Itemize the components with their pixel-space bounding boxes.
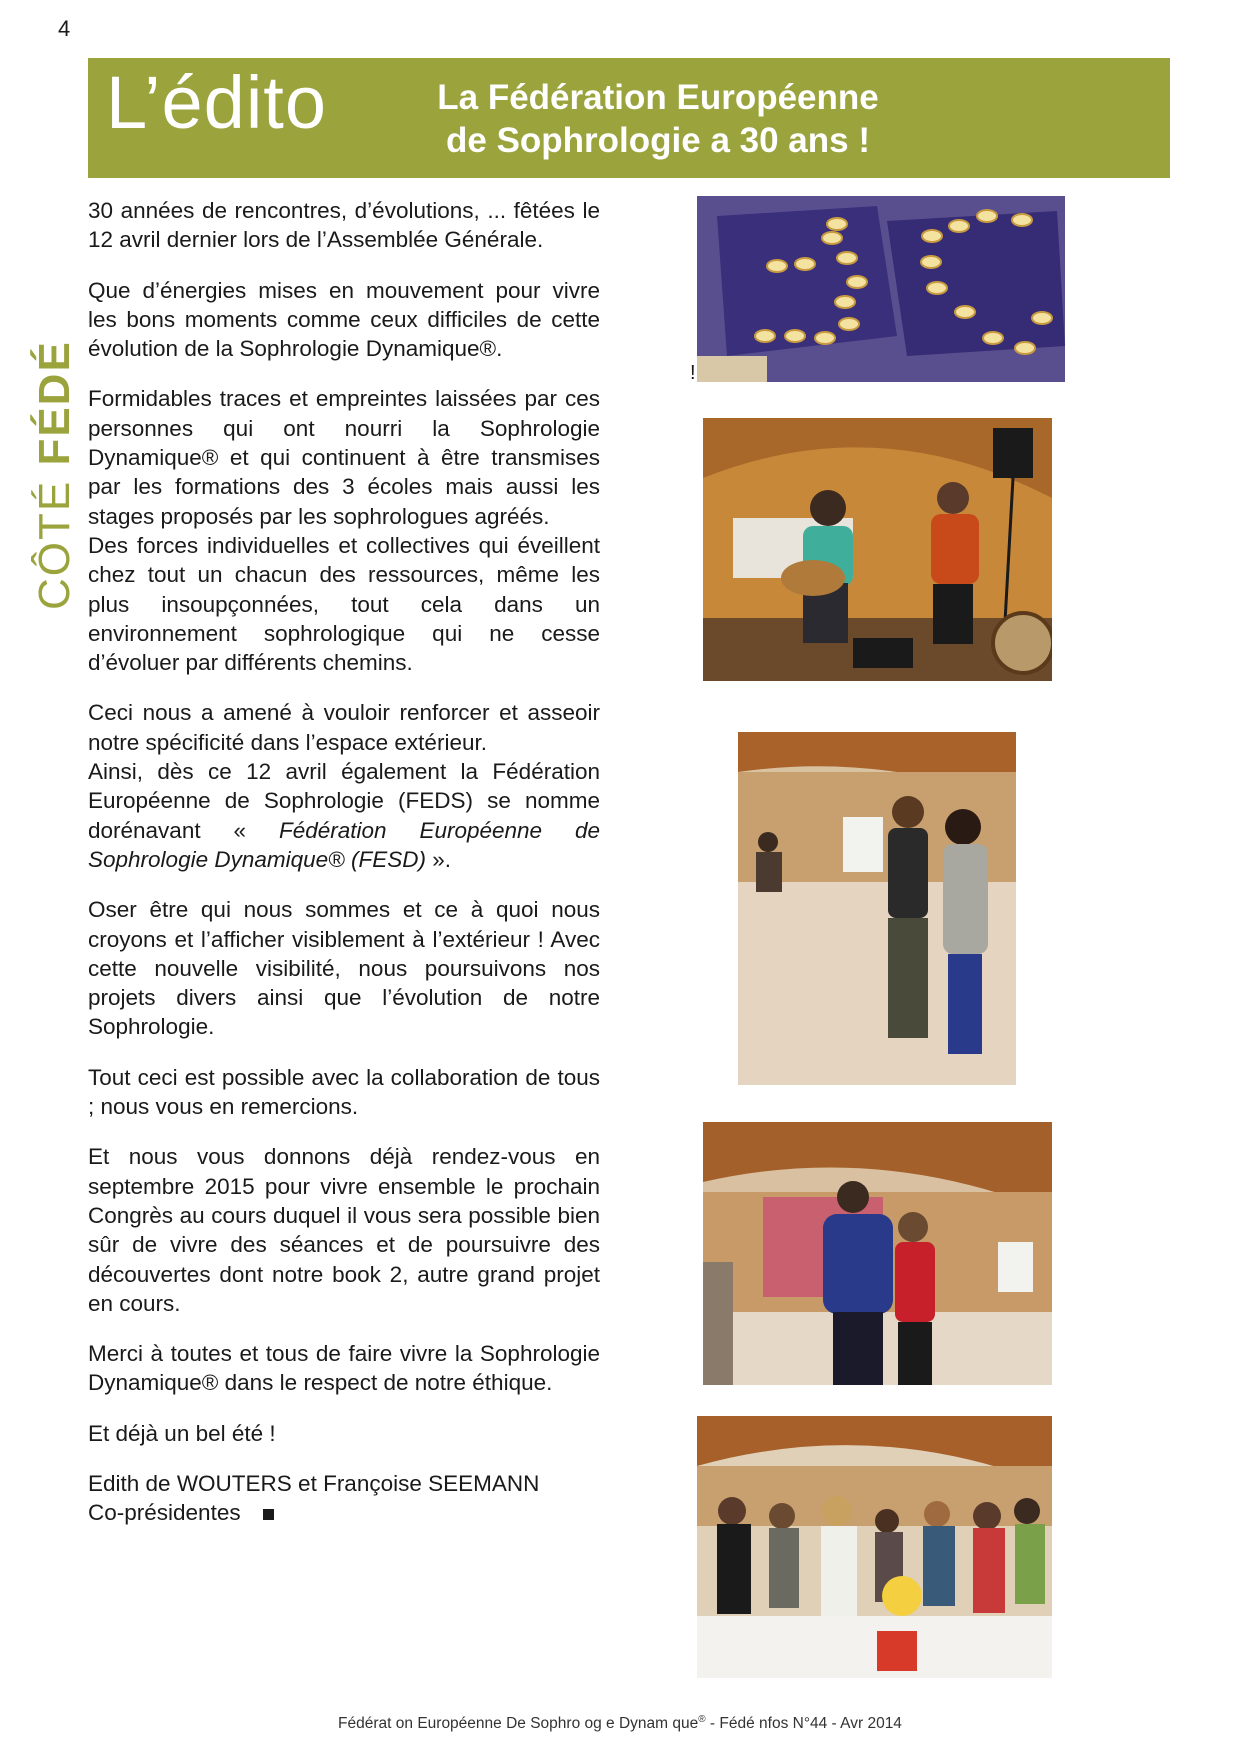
- headline-line-2: de Sophrologie a 30 ans !: [446, 121, 870, 160]
- photo-dancers-1: [738, 732, 1016, 1085]
- new-federation-name: Fédération Européenne de Sophrologie Dynamique® (FESD): [88, 817, 600, 872]
- photo-crowd: [697, 1416, 1052, 1678]
- crowd-image: [697, 1416, 1052, 1678]
- stray-exclamation: !: [690, 362, 696, 384]
- paragraph-6: Tout ceci est possible avec la collaboration de tous ; nous vous en remercions.: [88, 1064, 600, 1120]
- paragraph-8: Merci à toutes et tous de faire vivre la Sophrologie Dynamique® dans le respect de notre éthique.: [88, 1341, 600, 1396]
- candles-30-image: [697, 196, 1065, 382]
- footer-registered-mark: ®: [698, 1714, 706, 1725]
- paragraph-4b: [88, 757, 600, 874]
- paragraph-4b-end: ».: [425, 846, 452, 872]
- end-square-icon: [263, 1509, 274, 1520]
- dancers-1-image: [738, 732, 1016, 1085]
- paragraph-5: Oser être qui nous sommes et ce à quoi nous croyons et l’afficher visiblement à l’extérieur ! Avec cette nouvelle visibilité, nous poursuivons nos projets divers ainsi que l’évolution de notre Sophrologie.: [88, 897, 600, 1040]
- footer: [0, 1714, 1240, 1733]
- side-label: [30, 340, 80, 610]
- signature-role: [88, 1498, 600, 1527]
- header-banner: [88, 58, 1170, 178]
- paragraph-4a: Ceci nous a amené à vouloir renforcer et asseoir notre spécificité dans l’espace extérieur.: [88, 700, 600, 755]
- footer-issue: - Fédé nfos N°44 - Avr 2014: [705, 1715, 902, 1733]
- paragraph-4b-start: Ainsi, dès ce 12 avril également la Fédération Européenne de Sophrologie (FEDS) se nomme dorénavant «: [88, 759, 600, 843]
- dancers-2-image: [703, 1122, 1052, 1385]
- side-label-light: CÔTÉ: [30, 465, 79, 610]
- signature: Edith de WOUTERS et Françoise SEEMANN: [88, 1470, 540, 1496]
- photo-candles-30: [697, 196, 1065, 382]
- side-label-bold: FÉDÉ: [30, 340, 79, 466]
- role-text: Co-présidentes: [88, 1500, 241, 1526]
- paragraph-7: Et nous vous donnons déjà rendez-vous en septembre 2015 pour vivre ensemble le prochain Congrès au cours duquel il vous sera possible bien sûr de vivre des séances et de poursuivre des découvertes dont notre book 2, autre grand projet en cours.: [88, 1144, 600, 1316]
- photo-musicians: [703, 418, 1052, 681]
- paragraph-3a: Formidables traces et empreintes laissées par ces personnes qui ont nourri la Sophrologie Dynamique® et qui continuent à être transmises par les formations des 3 écoles mais aussi les stages proposés par les sophrologues agréés.: [88, 386, 600, 529]
- paragraph-1: 30 années de rencontres, d’évolutions, ... fêtées le 12 avril dernier lors de l’Assemblée Générale.: [88, 198, 600, 253]
- headline: [408, 76, 908, 162]
- page-number: 4: [58, 16, 71, 41]
- article-text: [88, 196, 600, 1528]
- paragraph-3b: Des forces individuelles et collectives qui éveillent chez tout un chacun des ressources, même les plus insoupçonnées, tout cela dans un environnement sophrologique qui ne cesse d’évoluer par différents chemins.: [88, 532, 600, 676]
- footer-text: Fédérat on Européenne De Sophro og e Dynam que: [338, 1715, 699, 1733]
- photo-dancers-2: [703, 1122, 1052, 1385]
- musicians-image: [703, 418, 1052, 681]
- section-title: L’édito: [106, 61, 327, 144]
- paragraph-2: Que d’énergies mises en mouvement pour vivre les bons moments comme ceux difficiles de cette évolution de la Sophrologie Dynamique®.: [88, 277, 600, 362]
- paragraph-9: Et déjà un bel été !: [88, 1420, 276, 1446]
- headline-line-1: La Fédération Européenne: [437, 78, 879, 117]
